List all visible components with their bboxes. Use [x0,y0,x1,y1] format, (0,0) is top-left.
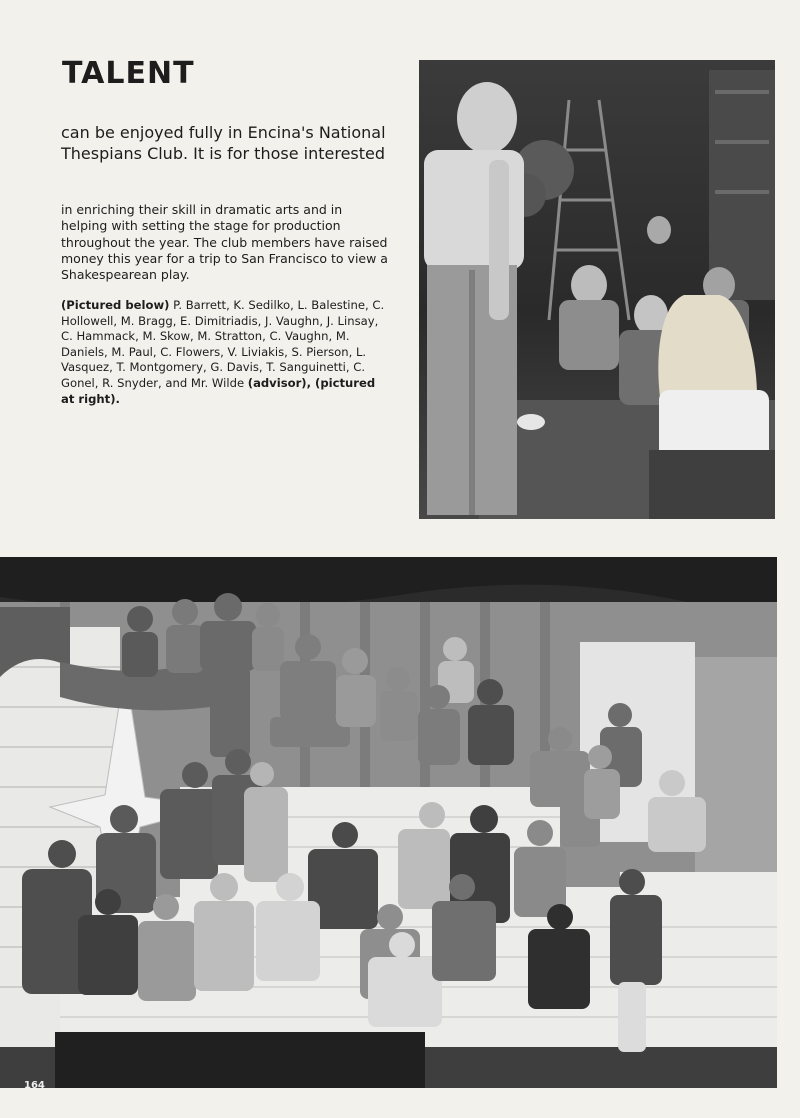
advisor-photo [419,60,775,519]
caption-names: P. Barrett, K. Sedilko, L. Balestine, C. Hollowell, M. Bragg, E. Dimitriadis, J. Vaughn, J. Linsay, C. Hammack, M. Skow, M. Stratton, C. Vaughn, M. Daniels, M. Paul, C. Flowers, V. Liviakis, S. Pierson, L. Vasquez, T. Montgomery, G. Davis, T. Sanguinetti, C. Gonel, R. Snyder, and Mr. Wilde [61,298,385,390]
caption-lead: (Pictured below) [61,298,170,312]
lede-paragraph: can be enjoyed fully in Encina's National Thespians Club. It is for those interested [61,123,386,163]
page-heading: TALENT [62,56,195,91]
body-paragraph: in enriching their skill in dramatic arts and in helping with setting the stage for production throughout the year. The club members have raised money this year for a trip to San Francisco to view a Shakespearean play. [61,202,388,283]
page-number: 164 [24,1080,45,1091]
photo-caption [61,298,389,407]
group-photo [0,557,777,1088]
caption-tail: (advisor), (pictured at right). [61,375,376,406]
